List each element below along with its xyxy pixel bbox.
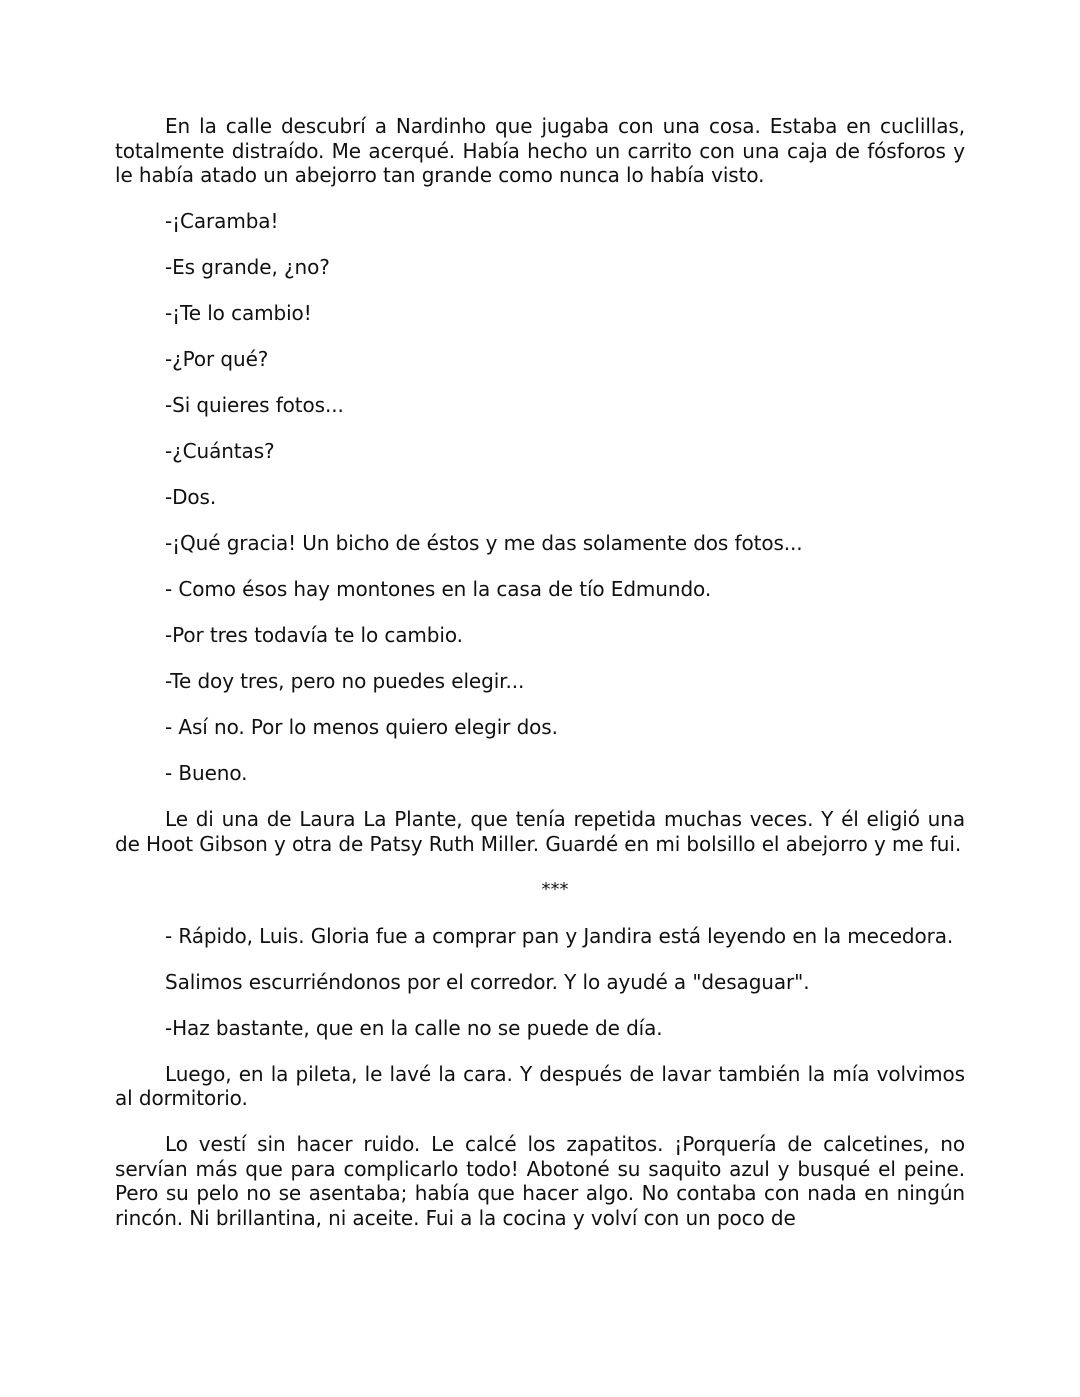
dialogue-line: - Como ésos hay montones en la casa de tío Edmundo. [165, 577, 712, 601]
dialogue-line: -Si quieres fotos... [165, 393, 344, 417]
paragraph: Le di una de Laura La Plante, que tenía repetida muchas veces. Y él eligió una de Hoot Gibson y otra de Patsy Ruth Miller. Guardé en mi bolsillo el abejorro y me fui. [115, 807, 965, 856]
dialogue-line: -¡Qué gracia! Un bicho de éstos y me das solamente dos fotos... [165, 531, 803, 555]
dialogue-line: -¿Por qué? [165, 347, 269, 371]
dialogue-line: -¿Cuántas? [165, 439, 275, 463]
dialogue-line: -¡Te lo cambio! [165, 301, 312, 325]
dialogue-line: -Haz bastante, que en la calle no se puede de día. [165, 1015, 663, 1040]
section-separator: *** [541, 878, 569, 900]
dialogue-line: -Por tres todavía te lo cambio. [165, 623, 463, 647]
dialogue-line: -Dos. [165, 485, 217, 509]
dialogue-line: -Te doy tres, pero no puedes elegir... [165, 669, 525, 693]
dialogue-line: -Es grande, ¿no? [165, 255, 330, 279]
paragraph: Luego, en la pileta, le lavé la cara. Y después de lavar también la mía volvimos al dormitorio. [115, 1061, 965, 1110]
paragraph: En la calle descubrí a Nardinho que jugaba con una cosa. Estaba en cuclillas, totalmente distraído. Me acerqué. Había hecho un carrito con una caja de fósforos y le había atado un abejorro tan grande como nunca lo había visto. [115, 114, 965, 187]
dialogue-line: - Rápido, Luis. Gloria fue a comprar pan y Jandira está leyendo en la mecedora. [165, 923, 954, 948]
paragraph: Lo vestí sin hacer ruido. Le calcé los zapatitos. ¡Porquería de calcetines, no servían más que para complicarlo todo! Abotoné su saquito azul y busqué el peine. Pero su pelo no se asentaba; había que hacer algo. No contaba con nada en ningún rincón. Ni brillantina, ni aceite. Fui a la cocina y volví con un poco de [115, 1132, 965, 1230]
document-page [115, 114, 965, 1230]
paragraph: Salimos escurriéndonos por el corredor. Y lo ayudé a "desaguar". [165, 969, 810, 994]
dialogue-line: - Bueno. [165, 761, 248, 785]
dialogue-line: -¡Caramba! [165, 209, 279, 233]
dialogue-line: - Así no. Por lo menos quiero elegir dos. [165, 715, 558, 739]
